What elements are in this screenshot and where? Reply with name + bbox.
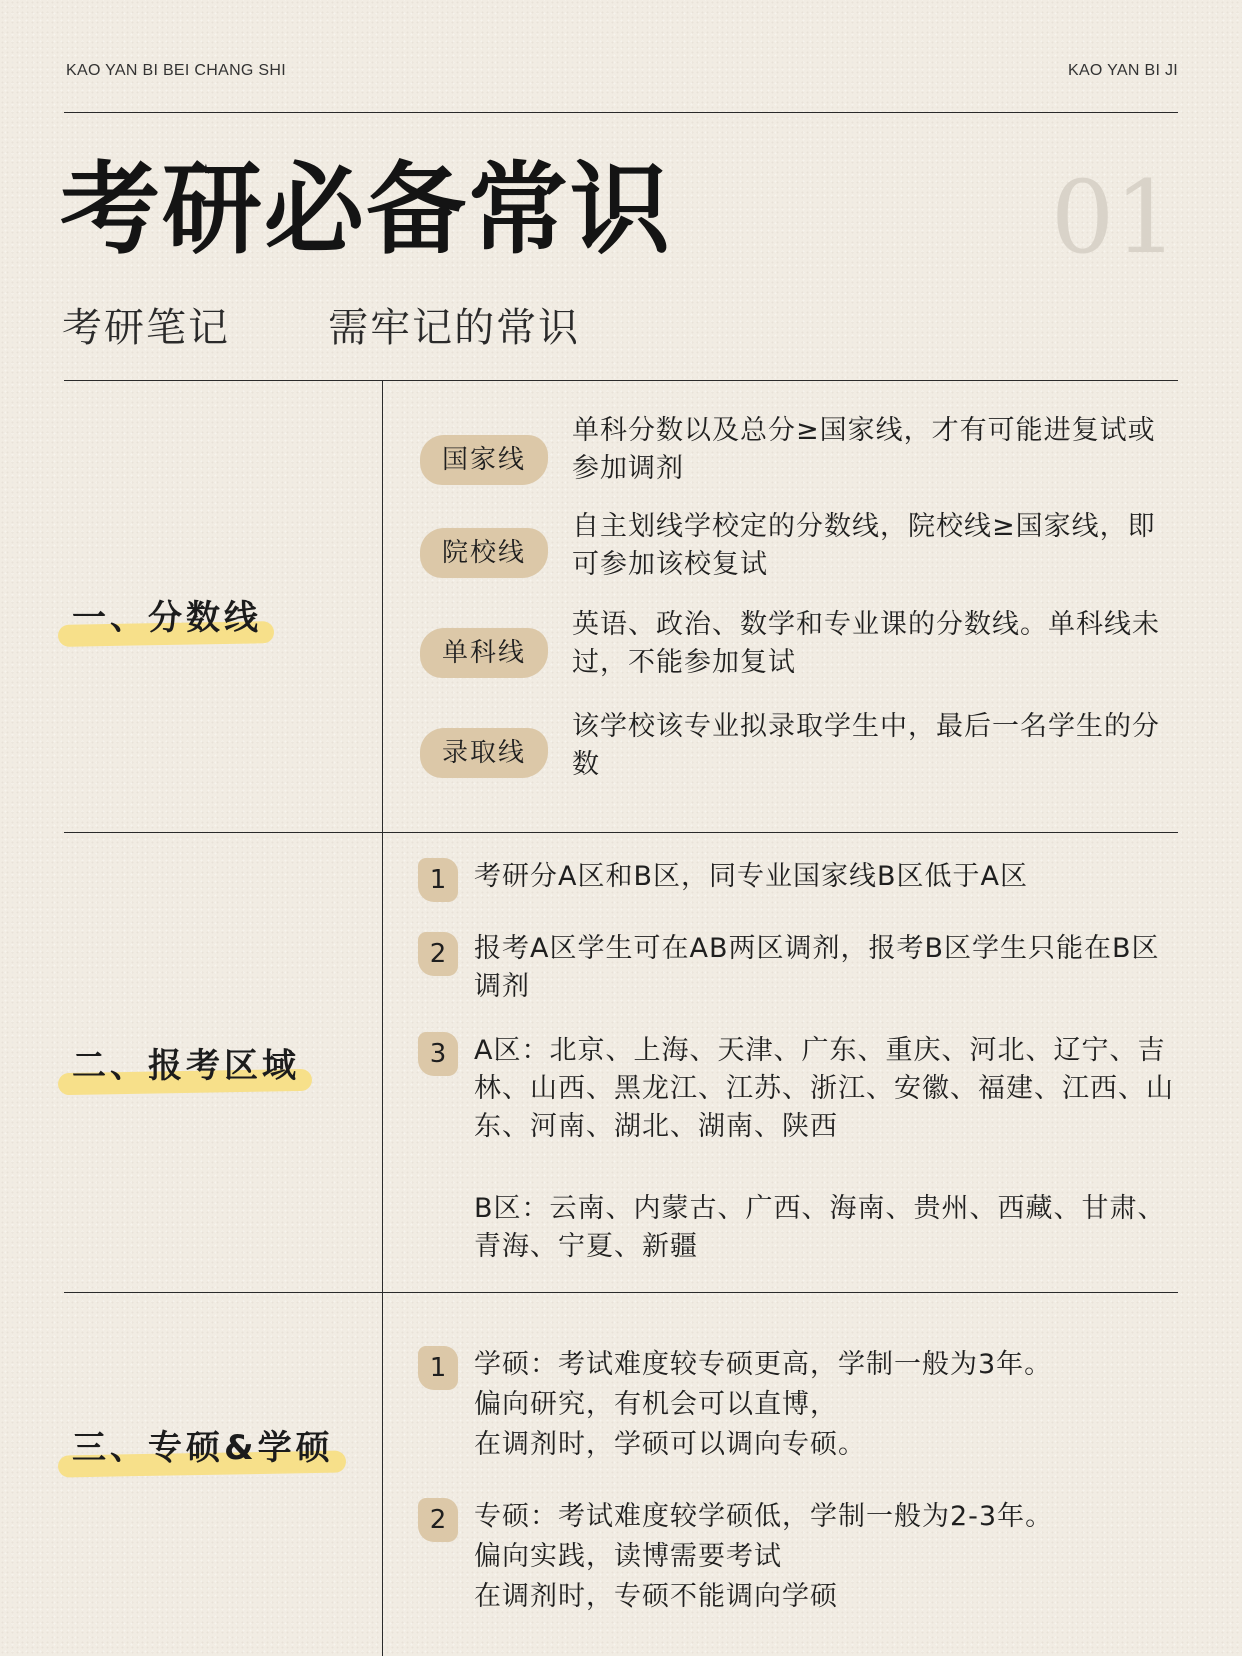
section-divider-2 <box>64 1292 1178 1293</box>
region-item-3-a: A区：北京、上海、天津、广东、重庆、河北、辽宁、吉林、山西、黑龙江、江苏、浙江、安徽、福建、江西、山东、河南、湖北、湖南、陕西 <box>474 1035 1174 1142</box>
page-title: 考研必备常识 <box>60 151 672 268</box>
section-title-score-line: 一、分数线 <box>72 590 262 639</box>
item-number-badge: 1 <box>418 858 458 902</box>
item-number-badge: 2 <box>418 932 458 976</box>
desc-school-line: 自主划线学校定的分数线，院校线≥国家线，即可参加该校复试 <box>572 511 1156 580</box>
table-column-divider <box>382 380 383 1656</box>
section-divider-1 <box>64 832 1178 833</box>
item-number-badge: 2 <box>418 1498 458 1542</box>
degree-item-2-line-3: 在调剂时，专硕不能调向学硕 <box>474 1581 838 1612</box>
tag-school-line: 院校线 <box>420 528 548 578</box>
desc-national-line: 单科分数以及总分≥国家线，才有可能进复试或参加调剂 <box>572 415 1156 484</box>
table-top-divider <box>64 380 1178 381</box>
region-item-1: 考研分A区和B区，同专业国家线B区低于A区 <box>474 861 1028 892</box>
degree-item-2-line-2: 偏向实践，读博需要考试 <box>474 1541 782 1572</box>
section-title-degree-types: 三、专硕&学硕 <box>72 1420 334 1469</box>
desc-admission-line: 该学校该专业拟录取学生中，最后一名学生的分数 <box>572 711 1160 780</box>
region-item-2: 报考A区学生可在AB两区调剂，报考B区学生只能在B区调剂 <box>474 933 1160 1002</box>
header-right-label: KAO YAN BI JI <box>1067 62 1178 79</box>
tag-admission-line: 录取线 <box>420 728 548 778</box>
degree-item-1-line-2: 偏向研究，有机会可以直博， <box>474 1389 838 1420</box>
header-divider <box>64 112 1178 113</box>
page-number: 01 <box>1050 159 1178 276</box>
header-left-label: KAO YAN BI BEI CHANG SHI <box>66 62 286 79</box>
page-subtitle: 考研笔记 需牢记的常识 <box>62 305 581 351</box>
desc-single-subject-line: 英语、政治、数学和专业课的分数线。单科线未过，不能参加复试 <box>572 609 1160 678</box>
tag-single-subject-line: 单科线 <box>420 628 548 678</box>
degree-item-1-line-1: 学硕：考试难度较专硕更高，学制一般为3年。 <box>474 1349 1053 1380</box>
degree-item-1-line-3: 在调剂时，学硕可以调向专硕。 <box>474 1429 866 1460</box>
section-title-region: 二、报考区域 <box>72 1038 300 1087</box>
degree-item-2-line-1: 专硕：考试难度较学硕低，学制一般为2-3年。 <box>474 1501 1054 1532</box>
tag-national-line: 国家线 <box>420 435 548 485</box>
region-item-3-b: B区：云南、内蒙古、广西、海南、贵州、西藏、甘肃、青海、宁夏、新疆 <box>474 1193 1166 1262</box>
item-number-badge: 1 <box>418 1346 458 1390</box>
item-number-badge: 3 <box>418 1032 458 1076</box>
